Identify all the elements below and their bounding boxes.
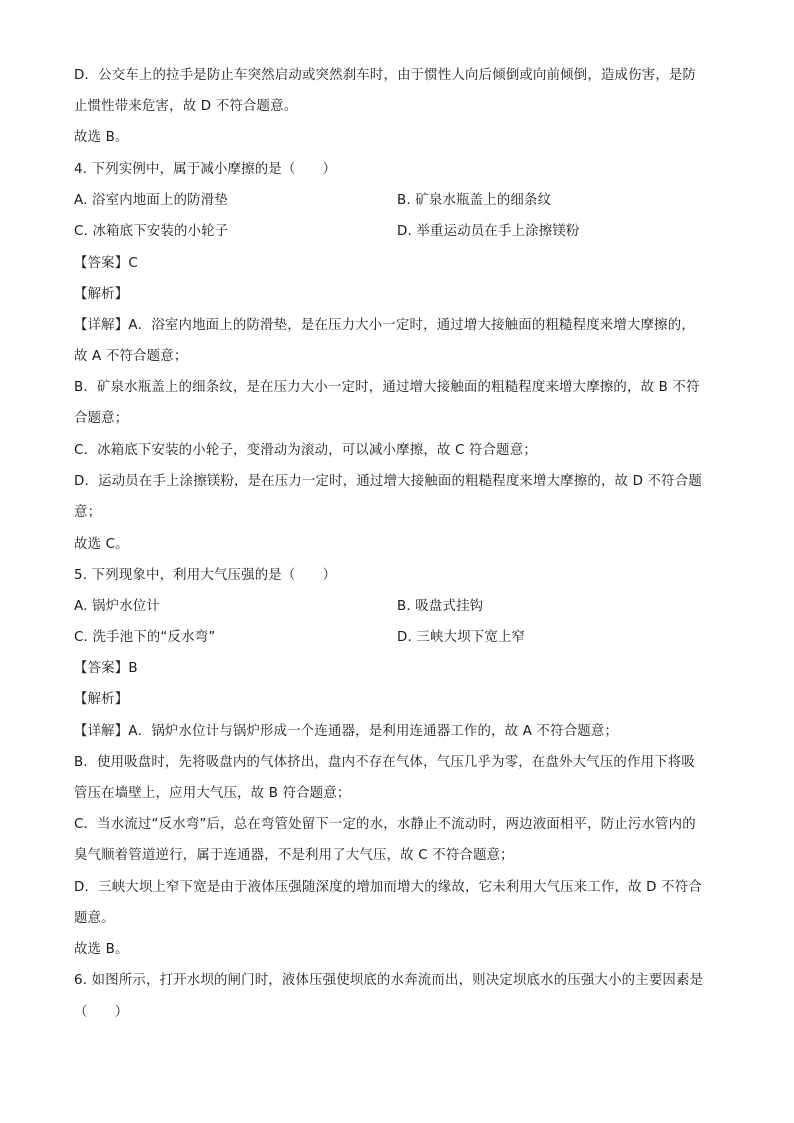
q5-option-d: D. 三峡大坝下宽上窄 [397,630,526,645]
q4-analysis-label: 【解析】 [74,287,129,302]
q4-detail-line: 合题意； [74,411,129,426]
q4-option-b: B. 矿泉水瓶盖上的细条纹 [397,193,552,208]
q4-conclusion: 故选 C。 [74,537,129,552]
q5-detail-line: C．当水流过“反水弯”后，总在弯管处留下一定的水，水静止不流动时，两边液面相平，防止污水管内的 [74,817,696,832]
q4-detail-line: B．矿泉水瓶盖上的细条纹，是在压力大小一定时，通过增大接触面的粗糙程度来增大摩擦的，故 B 不符 [74,380,700,395]
q5-option-a: A. 锅炉水位计 [74,599,160,614]
q4-detail-line: C．冰箱底下安装的小轮子，变滑动为滚动，可以减小摩擦，故 C 符合题意； [74,443,537,458]
q4-detail-line: 【详解】A．浴室内地面上的防滑垫，是在压力大小一定时，通过增大接触面的粗糙程度来增大摩擦的， [74,318,695,333]
q5-detail-line: B．使用吸盘时，先将吸盘内的气体挤出，盘内不存在气体，气压几乎为零，在盘外大气压的作用下将吸 [74,755,695,770]
q5-analysis-label: 【解析】 [74,692,129,707]
q4-detail-line: 意； [74,505,102,520]
q4-option-c: C. 冰箱底下安装的小轮子 [74,224,229,239]
intro-conclusion: 故选 B。 [74,130,129,145]
q5-stem: 5. 下列现象中，利用大气压强的是（ ） [74,568,337,583]
q4-option-a: A. 浴室内地面上的防滑垫 [74,193,228,208]
q5-detail-line: 题意。 [74,911,115,926]
q5-option-c: C. 洗手池下的“反水弯” [74,630,216,645]
q4-detail-line: D．运动员在手上涂擦镁粉，是在压力一定时，通过增大接触面的粗糙程度来增大摩擦的，故 D 不符合题 [74,474,702,489]
q5-detail-line: 【详解】A．锅炉水位计与锅炉形成一个连通器，是利用连通器工作的，故 A 不符合题意； [74,724,619,739]
q6-stem: 6. 如图所示，打开水坝的闸门时，液体压强使坝底的水奔流而出，则决定坝底水的压强大小的主要因素是 [74,973,704,988]
q5-detail-line: 管压在墙壁上，应用大气压，故 B 符合题意； [74,786,351,801]
q6-stem-continued: （ ） [74,1005,129,1020]
q5-detail-line: 臭气顺着管道逆行，属于连通器，不是利用了大气压，故 C 不符合题意； [74,848,514,863]
q4-option-d: D. 举重运动员在手上涂擦镁粉 [397,224,580,239]
q5-conclusion: 故选 B。 [74,942,129,957]
q4-detail-line: 故 A 不符合题意； [74,349,188,364]
intro-line-1: D．公交车上的拉手是防止车突然启动或突然刹车时，由于惯性人向后倾倒或向前倾倒，造成伤害，是防 [74,68,697,83]
q4-answer: 【答案】C [74,256,138,271]
intro-line-2: 止惯性带来危害，故 D 不符合题意。 [74,99,298,114]
q5-detail-line: D．三峡大坝上窄下宽是由于液体压强随深度的增加而增大的缘故，它未利用大气压来工作，故 D 不符合 [74,880,702,895]
q5-option-b: B. 吸盘式挂钩 [397,599,484,614]
q4-stem: 4. 下列实例中，属于减小摩擦的是（ ） [74,162,337,177]
q5-answer: 【答案】B [74,661,138,676]
